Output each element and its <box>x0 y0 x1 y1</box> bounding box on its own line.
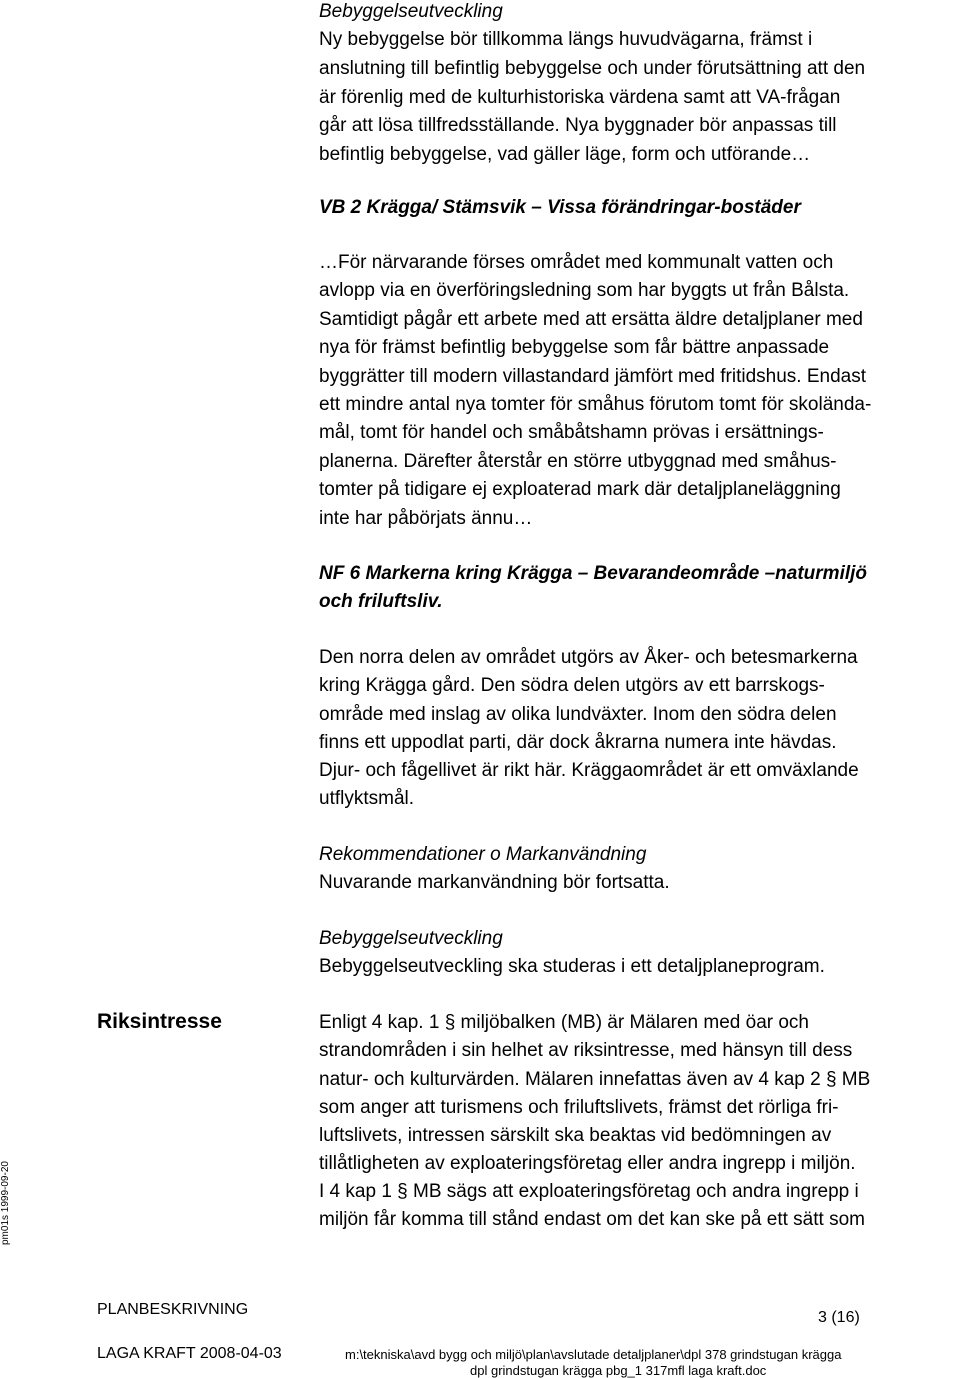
paragraph-line: luftslivets, intressen särskilt ska beaktas vid bedömningen av <box>319 1125 832 1146</box>
footer-file-name: dpl grindstugan krägga pbg_1 317mfl laga kraft.doc <box>470 1363 767 1378</box>
paragraph-line: område med inslag av olika lundväxter. Inom den södra delen <box>319 704 837 725</box>
template-stamp: pm01s 1999-09-20 <box>0 1161 11 1245</box>
paragraph-line: …För närvarande förses området med kommunalt vatten och <box>319 252 834 273</box>
paragraph-line: mål, tomt för handel och småbåtshamn prövas i ersättnings- <box>319 422 824 443</box>
side-label-riksintresse: Riksintresse <box>97 1010 222 1033</box>
paragraph-line: I 4 kap 1 § MB sägs att exploateringsföretag och andra ingrepp i <box>319 1181 859 1202</box>
section-heading-rekommendationer: Rekommendationer o Markanvändning <box>319 844 647 865</box>
paragraph-line: natur- och kulturvärden. Mälaren innefattas även av 4 kap 2 § MB <box>319 1069 871 1090</box>
paragraph-line: kring Krägga gård. Den södra delen utgörs av ett barrskogs- <box>319 675 825 696</box>
paragraph-line: planerna. Därefter återstår en större utbyggnad med småhus- <box>319 451 837 472</box>
paragraph-line: är förenlig med de kulturhistoriska värdena samt att VA-frågan <box>319 87 841 108</box>
paragraph-line: Nuvarande markanvändning bör fortsatta. <box>319 872 670 893</box>
paragraph-line: ett mindre antal nya tomter för småhus förutom tomt för skolända- <box>319 394 872 415</box>
paragraph-line: inte har påbörjats ännu… <box>319 508 533 529</box>
footer-doc-type: PLANBESKRIVNING <box>97 1301 249 1318</box>
section-heading-bebyggelse-2: Bebyggelseutveckling <box>319 928 503 949</box>
section-heading-nf6: NF 6 Markerna kring Krägga – Bevarandeområde –naturmiljö <box>319 563 868 584</box>
paragraph-line: avlopp via en överföringsledning som har byggts ut från Bålsta. <box>319 280 850 301</box>
paragraph-line: Samtidigt pågår ett arbete med att ersätta äldre detaljplaner med <box>319 309 863 330</box>
paragraph-line: nya för främst befintlig bebyggelse som får bättre anpassade <box>319 337 830 358</box>
paragraph-line: tillåtligheten av exploateringsföretag eller andra ingrepp i miljön. <box>319 1153 856 1174</box>
paragraph-line: går att lösa tillfredsställande. Nya byggnader bör anpassas till <box>319 115 837 136</box>
section-heading-bebyggelse: Bebyggelseutveckling <box>319 1 503 22</box>
section-heading-vb2: VB 2 Krägga/ Stämsvik – Vissa förändringar-bostäder <box>319 197 801 218</box>
paragraph-line: Enligt 4 kap. 1 § miljöbalken (MB) är Mälaren med öar och <box>319 1012 810 1033</box>
paragraph-line: utflyktsmål. <box>319 788 415 809</box>
paragraph-line: befintlig bebyggelse, vad gäller läge, form och utförande… <box>319 144 811 165</box>
paragraph-line: byggrätter till modern villastandard jämfört med fritidshus. Endast <box>319 366 867 387</box>
paragraph-line: miljön får komma till stånd endast om det kan ske på ett sätt som <box>319 1209 865 1230</box>
paragraph-line: Bebyggelseutveckling ska studeras i ett detaljplaneprogram. <box>319 956 825 977</box>
paragraph-line: Ny bebyggelse bör tillkomma längs huvudvägarna, främst i <box>319 29 813 50</box>
paragraph-line: Den norra delen av området utgörs av Åker- och betesmarkerna <box>319 647 858 668</box>
section-heading-nf6-cont: och friluftsliv. <box>319 591 443 612</box>
paragraph-line: Djur- och fågellivet är rikt här. Kräggaområdet är ett omväxlande <box>319 760 859 781</box>
paragraph-line: anslutning till befintlig bebyggelse och under förutsättning att den <box>319 58 866 79</box>
footer-stage: LAGA KRAFT 2008-04-03 <box>97 1345 282 1362</box>
footer-page-number: 3 (16) <box>818 1309 860 1326</box>
paragraph-line: som anger att turismens och friluftslivets, främst det rörliga fri- <box>319 1097 839 1118</box>
paragraph-line: tomter på tidigare ej exploaterad mark där detaljplaneläggning <box>319 479 841 500</box>
footer-file-path: m:\tekniska\avd bygg och miljö\plan\avslutade detaljplaner\dpl 378 grindstugan krägga <box>345 1347 842 1362</box>
paragraph-line: strandområden i sin helhet av riksintresse, med hänsyn till dess <box>319 1040 853 1061</box>
paragraph-line: finns ett uppodlat parti, där dock åkrarna numera inte hävdas. <box>319 732 837 753</box>
